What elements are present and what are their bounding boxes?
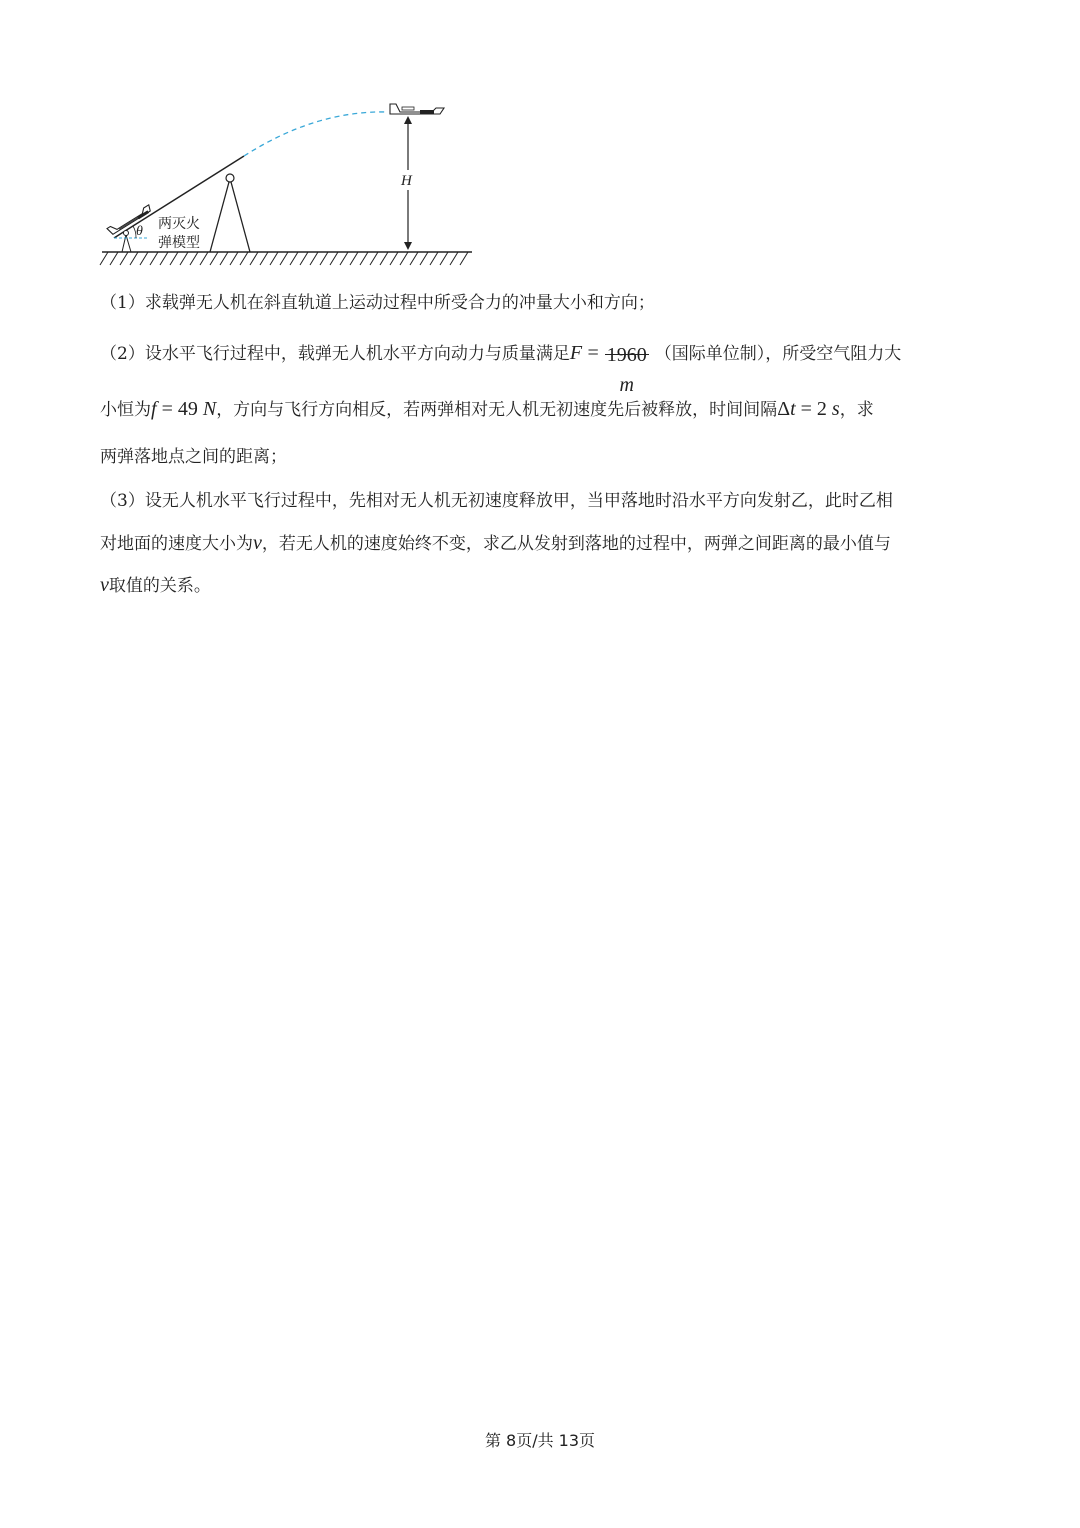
height-arrow-top: [404, 116, 412, 124]
stand-pivot: [124, 231, 129, 236]
drone-in-flight-icon: [390, 104, 444, 114]
question-3-text-c: ，若无人机的速度始终不变，求乙从发射到落地的过程中，两弹之间距离的最小值与: [261, 534, 891, 554]
delta-symbol: Δ: [777, 398, 791, 420]
question-3-line-1: [100, 490, 1000, 512]
question-3-line-3: [100, 574, 1000, 597]
flight-trajectory: [244, 112, 388, 156]
model-label-line1: 两灭火: [158, 216, 200, 232]
theta-label: θ: [136, 224, 143, 239]
page-footer: [0, 1428, 1080, 1451]
height-label: H: [401, 173, 412, 189]
question-2-line-1: [100, 325, 1000, 396]
fraction-denominator: m: [619, 373, 634, 396]
question-3-text-b: 对地面的速度大小为: [100, 534, 253, 554]
ground-hatching: [100, 252, 468, 265]
question-2-text-b: （国际单位制），所受空气阻力大: [654, 344, 902, 364]
drone-launch-diagram: [96, 90, 486, 270]
time-symbol: t: [790, 398, 796, 420]
question-3-line-2: [100, 532, 1000, 555]
height-arrow-bottom: [404, 242, 412, 250]
question-2-line-3: [100, 446, 1000, 468]
interval-value: = 2: [795, 398, 832, 420]
question-1-text: （1）求载弹无人机在斜直轨道上运动过程中所受合力的冲量大小和方向；: [100, 293, 655, 313]
question-2-text-a: （2）设水平飞行过程中，载弹无人机水平方向动力与质量满足: [100, 344, 570, 364]
question-3-text-a: （3）设无人机水平飞行过程中，先相对无人机无初速度释放甲，当甲落地时沿水平方向发射乙，此时乙相: [100, 491, 893, 511]
velocity-symbol-2: v: [100, 574, 109, 596]
question-2-text-f: 两弹落地点之间的距离；: [100, 447, 287, 467]
friction-value: = 49: [156, 398, 203, 420]
question-2-text-d: ，方向与飞行方向相反，若两弹相对无人机无初速度先后被释放，时间间隔: [216, 400, 778, 420]
tripod-leg-left: [210, 182, 229, 252]
force-fraction: [605, 327, 649, 396]
question-3-text-d: 取值的关系。: [108, 576, 211, 596]
rail-pivot: [226, 174, 234, 182]
drone-on-rail-icon: [107, 203, 152, 236]
question-2-line-2: [100, 398, 1000, 421]
friction-unit: N: [202, 398, 217, 420]
question-2-text-e: ，求: [839, 400, 874, 420]
model-label-line2: 弹模型: [158, 235, 200, 251]
force-symbol: F: [569, 342, 583, 364]
equals-sign: =: [587, 342, 599, 364]
fraction-numerator: 1960: [606, 343, 647, 366]
tripod-leg-right: [231, 182, 250, 252]
fraction-bar: [605, 354, 649, 355]
page-number: 第 8页/共 13页: [484, 1431, 596, 1450]
friction-symbol: f: [151, 398, 157, 420]
question-1: [100, 292, 1000, 314]
velocity-symbol: v: [253, 532, 262, 554]
question-2-text-c: 小恒为: [100, 400, 151, 420]
interval-unit: s: [831, 398, 840, 420]
